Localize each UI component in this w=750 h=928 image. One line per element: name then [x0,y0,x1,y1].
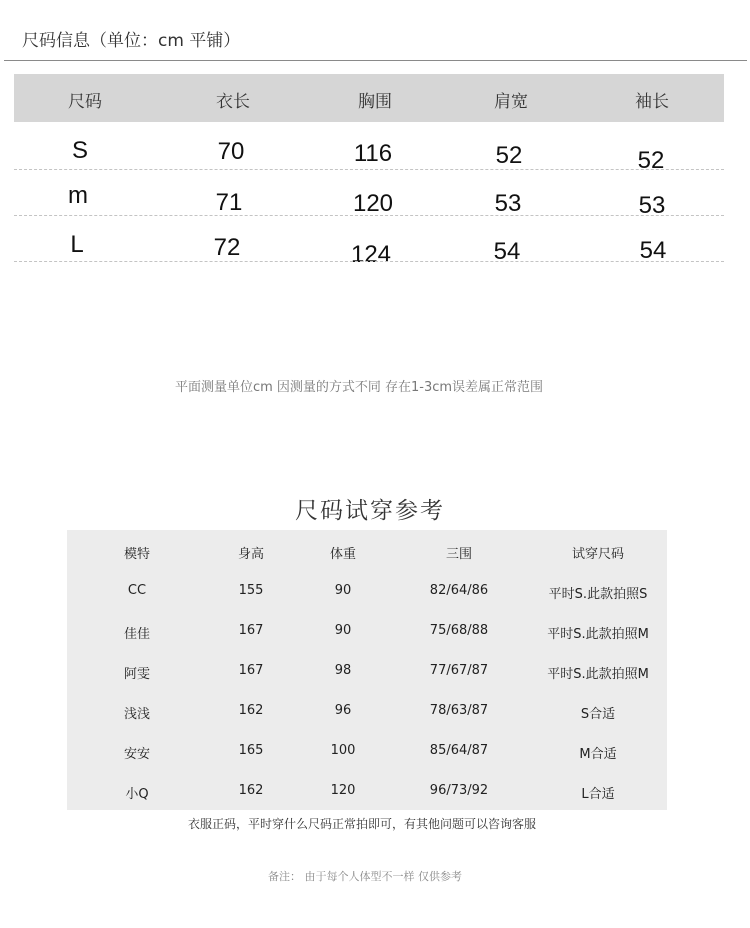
tryon-cell: 120 [330,783,356,798]
size-cell: 71 [215,189,243,216]
tryon-cell: 75/68/88 [429,623,489,638]
size-cell: 52 [495,142,523,169]
tryon-cell: 155 [238,583,264,598]
tryon-cell: 浅浅 [123,707,151,722]
page-title: 尺码信息（单位：cm 平铺） [22,31,241,51]
header-divider [4,60,747,61]
tryon-cell: 77/67/87 [429,663,489,678]
tryon-cell: 162 [238,783,264,798]
size-cell: 53 [638,192,666,219]
tryon-header-height: 身高 [237,547,265,562]
row-divider [14,169,724,170]
tryon-title: 尺码试穿参考 [295,498,445,524]
tryon-cell: 平时S.此款拍照S [548,587,648,602]
row-divider [14,215,724,216]
size-cell: L [70,231,84,258]
tryon-cell: CC [127,583,147,598]
tryon-cell: 90 [334,623,352,638]
fit-note: 衣服正码，平时穿什么尺码正常拍即可，有其他问题可以咨询客服 [187,817,536,831]
tryon-cell: 平时S.此款拍照M [547,667,649,682]
size-cell: 54 [639,237,667,264]
tryon-header-measurements: 三围 [445,547,473,562]
tryon-cell: 82/64/86 [429,583,489,598]
tryon-cell: 162 [238,703,264,718]
tryon-cell: 98 [334,663,352,678]
tryon-cell: 96 [334,703,352,718]
tryon-cell: 85/64/87 [429,743,489,758]
size-cell: 124 [350,241,392,268]
tryon-cell: 佳佳 [123,627,151,642]
header-sleeve: 袖长 [635,92,669,112]
tryon-cell: M合适 [579,747,617,762]
tryon-header-model: 模特 [123,547,151,562]
tryon-table [67,530,667,810]
header-length: 衣长 [216,92,250,112]
tryon-cell: 100 [330,743,356,758]
size-cell: 54 [493,238,521,265]
tryon-cell: L合适 [581,787,615,802]
size-cell: 116 [353,140,393,167]
size-cell: S [71,137,89,164]
tryon-cell: S合适 [580,707,616,722]
tryon-cell: 平时S.此款拍照M [547,627,649,642]
row-divider [14,261,724,262]
tryon-cell: 165 [238,743,264,758]
tryon-cell: 阿雯 [123,667,151,682]
tryon-header-weight: 体重 [329,547,357,562]
tryon-cell: 167 [238,663,264,678]
tryon-cell: 安安 [123,747,151,762]
size-cell: 72 [213,234,241,261]
tryon-cell: 78/63/87 [429,703,489,718]
tryon-header-size: 试穿尺码 [571,547,625,562]
size-cell: m [68,182,88,209]
header-shoulder: 肩宽 [494,92,528,112]
tryon-cell: 96/73/92 [429,783,489,798]
tryon-cell: 小Q [125,787,149,802]
header-chest: 胸围 [358,92,392,112]
tryon-cell: 90 [334,583,352,598]
size-cell: 70 [217,138,245,165]
size-table-header [14,74,724,122]
size-cell: 120 [352,190,394,217]
tryon-cell: 167 [238,623,264,638]
size-cell: 53 [494,190,522,217]
measurement-note: 平面测量单位cm 因测量的方式不同 存在1-3cm误差属正常范围 [174,380,544,395]
size-cell: 52 [637,147,665,174]
header-size: 尺码 [68,92,102,112]
remark-note: 备注： 由于每个人体型不一样 仅供参考 [268,870,462,883]
